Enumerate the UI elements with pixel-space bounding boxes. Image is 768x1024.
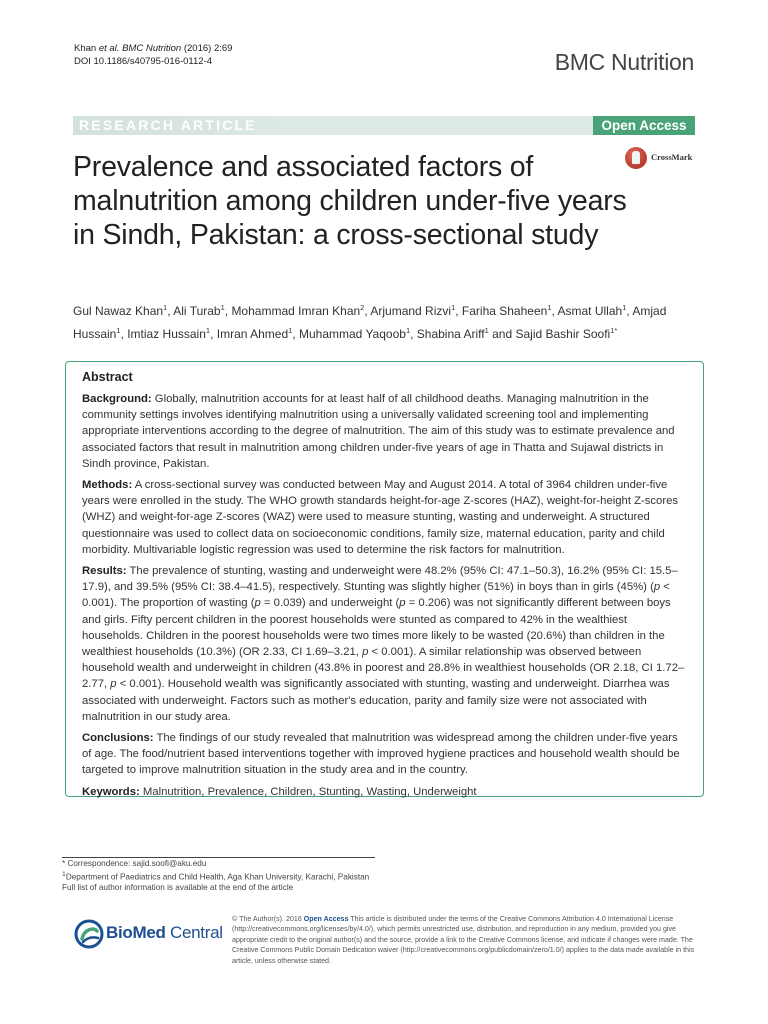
footnotes — [62, 859, 382, 894]
author-name[interactable]: Gul Nawaz Khan — [73, 304, 164, 318]
abstract-keywords — [82, 784, 689, 800]
wordmark-biomed: BioMed — [106, 923, 166, 942]
p-value-symbol: p — [653, 581, 661, 594]
results-text: < 0.001). A similar relationship was observed between household wealth and underweight in children (43.8% in poorest and 28.8% in wealthiest households (OR 2.18, CI 1.72–2.77, — [82, 646, 685, 691]
author-separator: , — [364, 304, 371, 318]
author-affiliation-marker: 1 — [547, 303, 552, 312]
cite-volume: (2016) 2:69 — [181, 43, 233, 54]
author-affiliation-marker: 1 — [220, 303, 225, 312]
author-name[interactable]: Sajid Bashir Soofi — [515, 327, 611, 341]
copyright-text: © The Author(s). 2016 — [232, 915, 304, 923]
article-type-banner — [73, 116, 695, 135]
citation-line — [74, 42, 232, 55]
author-separator: , — [455, 304, 462, 318]
citation-header — [74, 42, 232, 68]
abstract-body — [82, 391, 689, 805]
affiliation — [62, 870, 382, 884]
abstract-background — [82, 391, 689, 472]
author-affiliation-marker: 1 — [405, 326, 411, 335]
author-name[interactable]: Arjumand Rizvi — [370, 304, 452, 318]
crossmark-button[interactable] — [625, 147, 705, 171]
affiliation-text: Department of Paediatrics and Child Health, Aga Khan University, Karachi, Pakistan — [65, 872, 370, 882]
crossmark-label: CrossMark — [651, 152, 693, 162]
abstract-conclusions — [82, 730, 689, 779]
keywords-label: Keywords: — [82, 785, 140, 798]
journal-name[interactable]: BMC Nutrition — [554, 49, 694, 75]
conclusions-text: The findings of our study revealed that malnutrition was widespread among the children under-five years of age. The food/nutrient based interventions together with improved hygiene practices and household wealth should be targeted to improve malnutrition situation in the study area and in the country. — [82, 732, 680, 777]
open-access-badge[interactable]: Open Access — [593, 116, 695, 135]
biomed-wordmark — [106, 923, 223, 943]
p-value-symbol: p — [399, 597, 406, 610]
author-name[interactable]: Asmat Ullah — [557, 304, 623, 318]
open-access-label: Open Access — [303, 915, 349, 923]
author-affiliation-marker: 2 — [360, 303, 365, 312]
results-text: = 0.039) and underweight ( — [260, 597, 400, 610]
conclusions-label: Conclusions: — [82, 732, 154, 745]
results-text: The prevalence of stunting, wasting and underweight were 48.2% (95% CI: 47.1–50.3), 16.2% (95% CI: 15.5–17.9), and 39.5% (95% CI: 38.4–41.5), respectively. Stunting was slightly higher (51%) in boys than in girls (45%) ( — [82, 565, 678, 594]
article-type-label: RESEARCH ARTICLE — [79, 117, 257, 133]
background-label: Background: — [82, 393, 152, 405]
author-affiliation-marker: 1 — [451, 303, 456, 312]
p-value-symbol: p — [254, 597, 261, 610]
author-name[interactable]: Fariha Shaheen — [461, 304, 548, 318]
author-separator: , — [224, 304, 232, 318]
author-separator: , — [410, 327, 417, 341]
methods-text: A cross-sectional survey was conducted between May and August 2014. A total of 3964 children under-five years were enrolled in the study. The WHO growth standards height-for-age Z-scores (HAZ), weight-for-height Z-scores (WHZ) and weight-for-age Z-scores (WAZ) were used to measure stunting, wasting and underweight. A structured questionnaire was used to collect data on socioeconomic conditions, family size, maternal education, parity and child morbidity. Multivariable logistic regression was used to determine the risk factors for malnutrition. — [82, 479, 679, 556]
cite-authors: Khan — [74, 43, 97, 54]
results-label: Results: — [82, 565, 127, 578]
license-statement — [232, 914, 700, 966]
author-separator: , — [551, 304, 558, 318]
abstract-results — [82, 563, 689, 725]
author-affiliation-marker: 1 — [288, 326, 293, 335]
author-name[interactable]: Shabina Ariff — [416, 327, 485, 341]
cite-journal: BMC Nutrition — [122, 43, 182, 54]
doi[interactable]: DOI 10.1186/s40795-016-0112-4 — [74, 56, 213, 67]
author-affiliation-marker: 1 — [484, 326, 489, 335]
cite-etal: et al. — [98, 43, 120, 54]
author-name[interactable]: Amjad Hussain — [73, 304, 667, 341]
article-title: Prevalence and associated factors of malnutrition among children under-five years in Sindh, Pakistan: a cross-sectional study — [73, 151, 627, 251]
biomed-swirl-icon — [74, 919, 104, 949]
author-separator: , — [292, 327, 299, 341]
biomed-central-logo[interactable] — [74, 917, 224, 953]
author-name[interactable]: Imran Ahmed — [216, 327, 289, 341]
author-separator: , — [167, 304, 174, 318]
author-affiliation-marker: 1 — [205, 326, 211, 335]
author-name[interactable]: Ali Turab — [173, 304, 221, 318]
author-separator: , — [210, 327, 217, 341]
p-value-symbol: p — [362, 646, 369, 659]
results-text: = 0.206) was not significantly different between boys and girls. Fifty percent children in the poorest households were stunted as compared to 42% in the wealthiest households. Children in the poorest households were two times more likely to be wasted (20.6%) than children in the wealthiest households (10.3%) (OR 2.33, CI 1.69–3.21, — [82, 597, 671, 659]
author-list — [73, 298, 698, 344]
abstract-box — [65, 361, 704, 797]
author-separator: and — [488, 327, 516, 341]
author-separator: , — [120, 327, 128, 341]
p-value-symbol: p — [110, 678, 117, 691]
author-info-note: Full list of author information is available at the end of the article — [62, 883, 294, 893]
footnote-divider — [62, 857, 375, 858]
methods-label: Methods: — [82, 479, 133, 492]
correspondence[interactable]: * Correspondence: sajid.soofi@aku.edu — [62, 859, 207, 868]
author-affiliation-marker: 1* — [610, 326, 618, 335]
affiliation-marker: 1 — [62, 870, 66, 878]
results-text: < 0.001). The proportion of wasting ( — [82, 581, 670, 610]
author-name[interactable]: Imtiaz Hussain — [127, 327, 206, 341]
author-name[interactable]: Muhammad Yaqoob — [298, 327, 406, 341]
author-affiliation-marker: 1 — [116, 326, 121, 335]
author-separator: , — [626, 304, 633, 318]
keywords-text: Malnutrition, Prevalence, Children, Stunting, Wasting, Underweight — [139, 785, 477, 798]
abstract-methods — [82, 477, 689, 558]
results-text: < 0.001). Household wealth was significantly associated with stunting, wasting and underweight. Diarrhea was associated with underweight. Factors such as mother's education, parity and family size were not associated with malnutrition in our study area. — [82, 678, 670, 723]
license-text: This article is distributed under the terms of the Creative Commons Attribution 4.0 International License (http://creativecommons.org/licenses/by/4.0/), which permits unrestricted use, distribution, and reproduction in any medium, provided you give appropriate credit to the original author(s) and the source, provide a link to the Creative Commons license, and indicate if changes were made. The Creative Commons Public Domain Dedication waiver (http://creativecommons.org/publicdomain/zero/1.0/) applies to the data made available in this article, unless otherwise stated. — [232, 915, 695, 965]
abstract-heading: Abstract — [82, 370, 133, 384]
wordmark-central: Central — [165, 923, 223, 942]
author-affiliation-marker: 1 — [163, 303, 168, 312]
background-text: Globally, malnutrition accounts for at least half of all childhood deaths. Managing malnutrition in the community settings involves identifying malnutrition using a universally validated screening tool and implementing appropriate interventions according to the degree of malnutrition. The aim of this study was to estimate prevalence and associated factors that result in malnutrition among children under-five years of age in Thatta and Sujawal districts in Sindh province, Pakistan. — [82, 393, 675, 470]
author-name[interactable]: Mohammad Imran Khan — [231, 304, 361, 318]
author-affiliation-marker: 1 — [622, 303, 627, 312]
